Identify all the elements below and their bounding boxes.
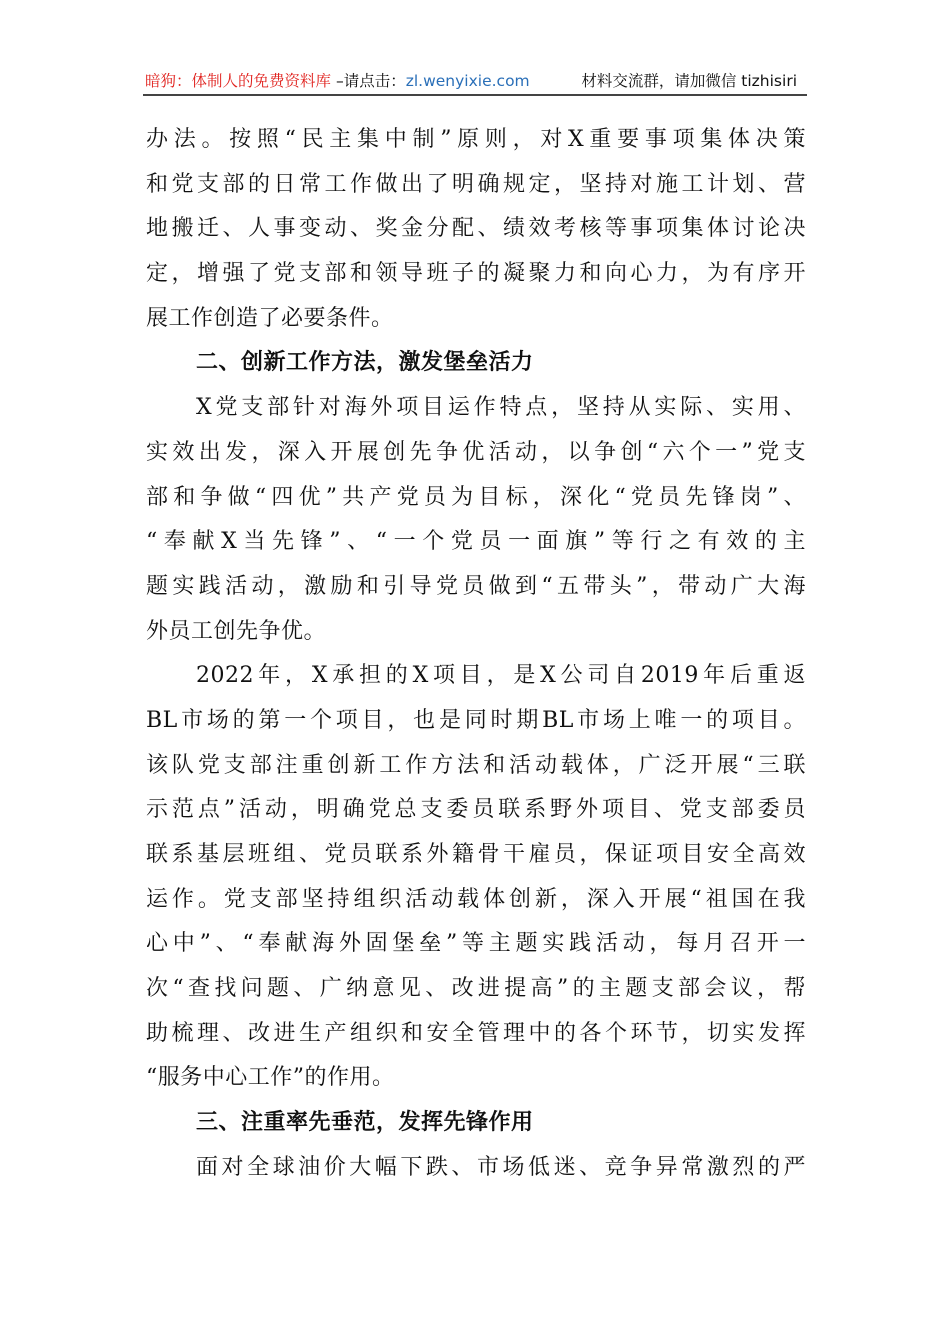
header-cta: –请点击： xyxy=(335,72,406,90)
text-line: 心中”、“奉献海外固堡垒”等主题实践活动，每月召开一 xyxy=(146,931,806,957)
section-heading: 二、创新工作方法，激发堡垒活力 xyxy=(196,350,534,376)
text-line: 和党支部的日常工作做出了明确规定，坚持对施工计划、营 xyxy=(146,171,806,197)
text-line: 运作。党支部坚持组织活动载体创新，深入开展“祖国在我 xyxy=(146,886,806,912)
text-line: “服务中心工作”的作用。 xyxy=(146,1065,395,1091)
text-line: X党支部针对海外项目运作特点，坚持从实际、实用、 xyxy=(196,395,806,421)
text-line: 外员工创先争优。 xyxy=(146,618,327,644)
text-line: “奉献X当先锋”、“一个党员一面旗”等行之有效的主 xyxy=(146,529,806,555)
text-line: 部和争做“四优”共产党员为目标，深化“党员先锋岗”、 xyxy=(146,484,806,510)
header-contact: 材料交流群，请加微信 tizhisiri xyxy=(581,72,797,90)
text-line: 定，增强了党支部和领导班子的凝聚力和向心力，为有序开 xyxy=(146,261,806,287)
header-rule xyxy=(143,94,807,96)
text-line: 办法。按照“民主集中制”原则，对X重要事项集体决策 xyxy=(146,127,806,152)
text-line: BL市场的第一个项目，也是同时期BL市场上唯一的项目。 xyxy=(146,707,806,733)
text-line: 实效出发，深入开展创先争优活动，以争创“六个一”党支 xyxy=(146,439,806,465)
text-line: 次“查找问题、广纳意见、改进提高”的主题支部会议，帮 xyxy=(146,976,806,1002)
text-line: 该队党支部注重创新工作方法和活动载体，广泛开展“三联 xyxy=(146,752,806,778)
section-heading: 三、注重率先垂范，发挥先锋作用 xyxy=(196,1110,534,1136)
page-header xyxy=(145,68,805,94)
text-line: 助梳理、改进生产组织和安全管理中的各个环节，切实发挥 xyxy=(146,1020,806,1046)
text-line: 2022年，X承担的X项目，是X公司自2019年后重返 xyxy=(196,663,806,689)
header-url-link[interactable]: zl.wenyixie.com xyxy=(405,72,530,90)
text-line: 面对全球油价大幅下跌、市场低迷、竞争异常激烈的严 xyxy=(196,1154,806,1180)
text-line: 题实践活动，激励和引导党员做到“五带头”，带动广大海 xyxy=(146,573,806,599)
text-line: 示范点”活动，明确党总支委员联系野外项目、党支部委员 xyxy=(146,797,806,823)
text-line: 地搬迁、人事变动、奖金分配、绩效考核等事项集体讨论决 xyxy=(146,216,806,242)
document-body xyxy=(146,118,806,1191)
text-line: 联系基层班组、党员联系外籍骨干雇员，保证项目安全高效 xyxy=(146,842,806,867)
text-line: 展工作创造了必要条件。 xyxy=(146,305,394,331)
header-brand: 暗狗：体制人的免费资料库 xyxy=(145,72,332,90)
